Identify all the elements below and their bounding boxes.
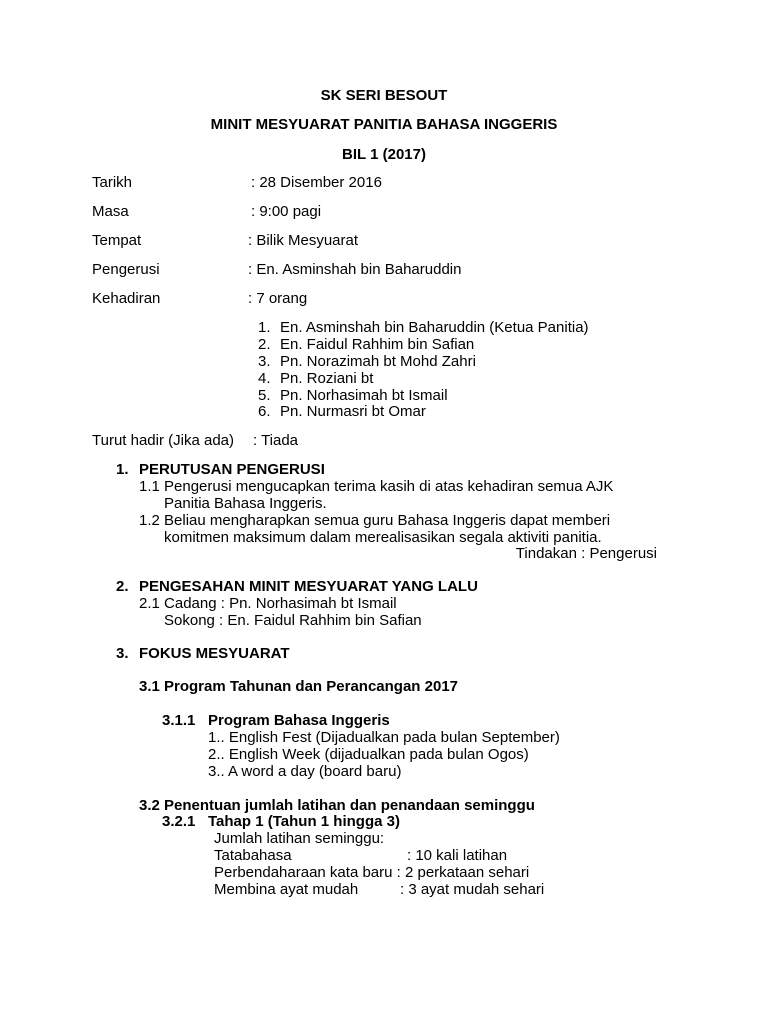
- perbendaharaan-kata: Perbendaharaan kata baru : 2 perkataan sehari: [214, 864, 530, 881]
- section-3-2-heading: 3.2 Penentuan jumlah latihan dan penandaan seminggu: [139, 797, 535, 814]
- section-3-2-1-title: Tahap 1 (Tahun 1 hingga 3): [208, 813, 400, 830]
- detail-value-masa: : 9:00 pagi: [251, 203, 322, 220]
- detail-value-tarikh: : 28 Disember 2016: [251, 174, 382, 191]
- section-1-heading: PERUTUSAN PENGERUSI: [139, 461, 325, 478]
- attendee-num: 2.: [258, 336, 271, 353]
- turut-hadir-value: : Tiada: [253, 432, 299, 449]
- attendee-num: 3.: [258, 353, 271, 370]
- attendee-name: En. Faidul Rahhim bin Safian: [280, 336, 475, 353]
- detail-label-pengerusi: Pengerusi: [92, 261, 160, 278]
- school-name: SK SERI BESOUT: [320, 87, 448, 104]
- section-1-number: 1.: [116, 461, 129, 478]
- attendee-num: 1.: [258, 319, 271, 336]
- attendee-num: 5.: [258, 387, 271, 404]
- tatabahasa-label: Tatabahasa: [214, 847, 292, 864]
- program-item: 1.. English Fest (Dijadualkan pada bulan September): [208, 729, 560, 746]
- attendee-name: Pn. Roziani bt: [280, 370, 374, 387]
- section-3-1-1-number: 3.1.1: [162, 712, 196, 729]
- document-title: MINIT MESYUARAT PANITIA BAHASA INGGERIS: [210, 116, 558, 133]
- attendee-name: Pn. Norhasimah bt Ismail: [280, 387, 448, 404]
- membina-ayat-label: Membina ayat mudah: [214, 881, 359, 898]
- section-1-item-2-line-1: 1.2 Beliau mengharapkan semua guru Bahasa Inggeris dapat memberi: [139, 512, 611, 529]
- attendee-name: En. Asminshah bin Baharuddin (Ketua Panitia): [280, 319, 589, 336]
- section-1-item-1-line-2: Panitia Bahasa Inggeris.: [164, 495, 327, 512]
- section-2-number: 2.: [116, 578, 129, 595]
- section-3-2-1-number: 3.2.1: [162, 813, 196, 830]
- detail-label-masa: Masa: [92, 203, 129, 220]
- section-2-cadang: 2.1 Cadang : Pn. Norhasimah bt Ismail: [139, 595, 397, 612]
- section-3-heading: FOKUS MESYUARAT: [139, 645, 290, 662]
- attendee-num: 6.: [258, 403, 271, 420]
- turut-hadir-label: Turut hadir (Jika ada): [92, 432, 235, 449]
- jumlah-latihan-label: Jumlah latihan seminggu:: [214, 830, 385, 847]
- tatabahasa-value: : 10 kali latihan: [407, 847, 508, 864]
- section-1-item-2-line-2: komitmen maksimum dalam merealisasikan segala aktiviti panitia.: [164, 529, 602, 546]
- detail-label-tempat: Tempat: [92, 232, 142, 249]
- program-item: 2.. English Week (dijadualkan pada bulan Ogos): [208, 746, 529, 763]
- attendee-num: 4.: [258, 370, 271, 387]
- meeting-number: BIL 1 (2017): [342, 146, 426, 163]
- attendee-name: Pn. Nurmasri bt Omar: [280, 403, 426, 420]
- membina-ayat-value: : 3 ayat mudah sehari: [400, 881, 545, 898]
- section-1-action: Tindakan : Pengerusi: [515, 545, 657, 562]
- detail-value-pengerusi: : En. Asminshah bin Baharuddin: [248, 261, 462, 278]
- section-3-number: 3.: [116, 645, 129, 662]
- section-2-sokong: Sokong : En. Faidul Rahhim bin Safian: [164, 612, 422, 629]
- program-item: 3.. A word a day (board baru): [208, 763, 402, 780]
- detail-label-tarikh: Tarikh: [92, 174, 133, 191]
- section-3-1-1-title: Program Bahasa Inggeris: [208, 712, 390, 729]
- section-2-heading: PENGESAHAN MINIT MESYUARAT YANG LALU: [139, 578, 478, 595]
- detail-value-tempat: : Bilik Mesyuarat: [248, 232, 359, 249]
- attendee-name: Pn. Norazimah bt Mohd Zahri: [280, 353, 476, 370]
- section-3-1-heading: 3.1 Program Tahunan dan Perancangan 2017: [139, 678, 458, 695]
- section-1-item-1-line-1: 1.1 Pengerusi mengucapkan terima kasih di atas kehadiran semua AJK: [139, 478, 614, 495]
- detail-value-kehadiran: : 7 orang: [248, 290, 308, 307]
- detail-label-kehadiran: Kehadiran: [92, 290, 161, 307]
